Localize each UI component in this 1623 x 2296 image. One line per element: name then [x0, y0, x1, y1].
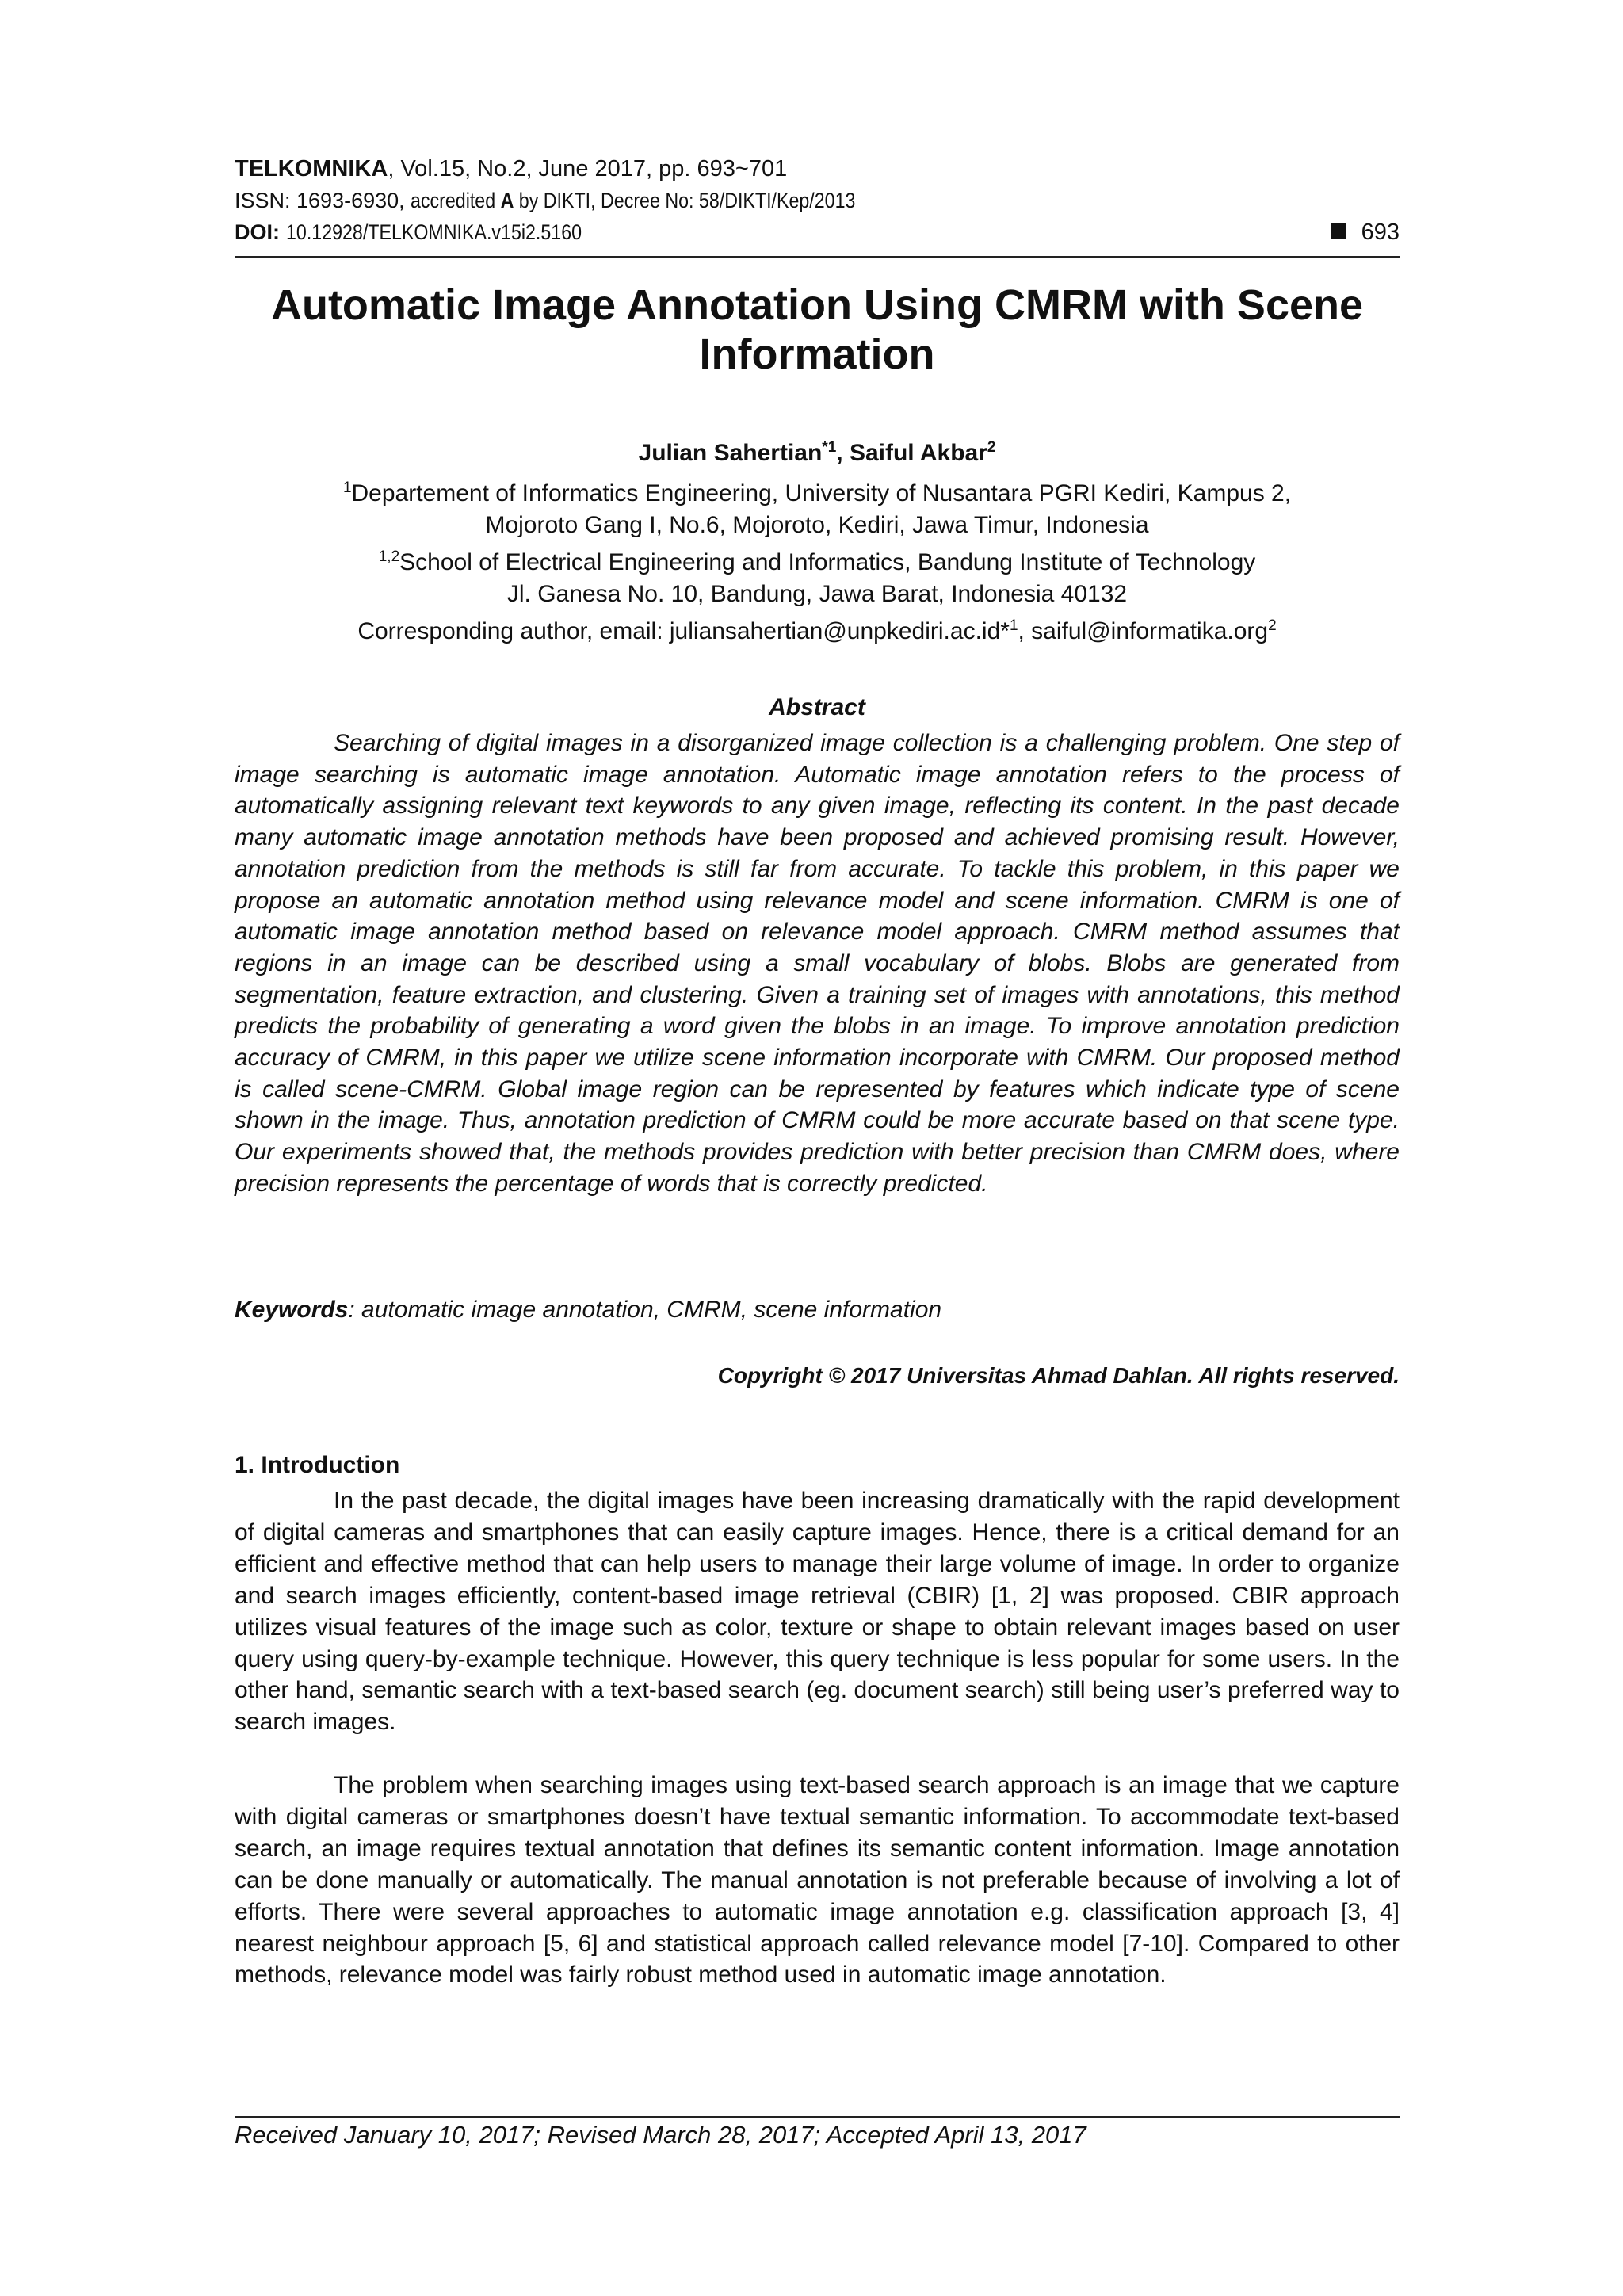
section-heading-introduction: 1. Introduction	[235, 1452, 400, 1478]
received-dates: Received January 10, 2017; Revised March 28, 2017; Accepted April 13, 2017	[235, 2121, 1086, 2149]
square-bullet-icon	[1331, 223, 1346, 239]
affiliation-2-text: School of Electrical Engineering and Informatics, Bandung Institute of Technology	[399, 549, 1256, 575]
author-1: Julian Sahertian	[638, 440, 823, 466]
affiliation-1-line-1	[235, 472, 1400, 510]
issn-line	[235, 187, 1400, 214]
accreditation-text	[411, 187, 855, 214]
corresponding-mark-2: 2	[1268, 617, 1277, 634]
affiliation-2-line-1	[235, 541, 1400, 579]
keywords	[235, 1297, 1400, 1324]
intro-paragraph-2: The problem when searching images using text-based search approach is an image that we capture with digital cameras or smartphones doesn’t have textual semantic information. To accommodate text-based search, an image requires textual annotation that defines its semantic content information. Image annotation can be done manually or automatically. The manual annotation is not preferable because of involving a lot of efforts. There were several approaches to automatic image annotation e.g. classification approach [3, 4] nearest neighbour approach [5, 6] and statistical approach called relevance model [7-10]. Compared to other methods, relevance model was fairly robust method used in automatic image annotation.	[235, 1772, 1400, 1988]
affiliation-1-line-2: Mojoroto Gang I, No.6, Mojoroto, Kediri, Jawa Timur, Indonesia	[485, 512, 1149, 538]
accredited-post: by DIKTI, Decree No: 58/DIKTI/Kep/2013	[514, 189, 856, 212]
corresponding-email-2: , saiful@informatika.org	[1018, 618, 1269, 644]
volume-info: , Vol.15, No.2, June 2017, pp. 693~701	[388, 156, 788, 181]
journal-name: TELKOMNIKA	[235, 156, 388, 181]
author-2-mark: 2	[987, 439, 996, 456]
issn-label: ISSN: 1693-6930,	[235, 189, 411, 212]
journal-citation-line	[235, 155, 1400, 182]
paper-title: Automatic Image Annotation Using CMRM with Scene Information	[270, 281, 1364, 378]
keywords-label: Keywords	[235, 1297, 349, 1323]
author-line	[235, 439, 1400, 467]
abstract-heading: Abstract	[769, 694, 865, 720]
author-1-mark: *1	[822, 439, 837, 456]
affiliations	[235, 472, 1400, 648]
author-2: Saiful Akbar	[849, 440, 987, 466]
accredited-pre: accredited	[411, 189, 501, 212]
accredited-grade: A	[500, 189, 514, 212]
affiliation-1-mark: 1	[342, 479, 352, 496]
corresponding-text: Corresponding author, email: juliansahertian@unpkediri.ac.id*	[357, 618, 1010, 644]
affiliation-1-text: Departement of Informatics Engineering, University of Nusantara PGRI Kediri, Kampus 2,	[351, 480, 1292, 506]
header-rule	[235, 256, 1400, 258]
abstract-body: Searching of digital images in a disorganized image collection is a challenging problem. One step of image searching is automatic image annotation. Automatic image annotation refers to the process of automatically assigning relevant text keywords to any given image, reflecting its content. In the past decade many automatic image annotation methods have been proposed and achieved promising result. However, annotation prediction from the methods is still far from accurate. To tackle this problem, in this paper we propose an automatic annotation method using relevance model and scene information. CMRM is one of automatic image annotation method based on relevance model approach. CMRM method assumes that regions in an image can be described using a small vocabulary of blobs. Blobs are generated from segmentation, feature extraction, and clustering. Given a training set of images with annotations, this method predicts the probability of generating a word given the blobs in an image. To improve annotation prediction accuracy of CMRM, in this paper we utilize scene information incorporate with CMRM. Our proposed method is called scene-CMRM. Global image region can be represented by features which indicate type of scene shown in the image. Thus, annotation prediction of CMRM could be more accurate based on that scene type. Our experiments showed that, the methods provides prediction with better precision than CMRM does, where precision represents the percentage of words that is correctly predicted.	[235, 730, 1400, 1197]
affiliation-2-mark: 1,2	[378, 548, 400, 565]
keywords-text: : automatic image annotation, CMRM, scene information	[348, 1297, 942, 1323]
author-separator: ,	[836, 440, 850, 466]
copyright-notice: Copyright © 2017 Universitas Ahmad Dahlan. All rights reserved.	[717, 1363, 1400, 1388]
page-number-box	[1331, 219, 1400, 246]
intro-paragraph-1: In the past decade, the digital images have been increasing dramatically with the rapid development of digital cameras and smartphones that can easily capture images. Hence, there is a critical demand for an efficient and effective method that can help users to manage their large volume of image. In order to organize and search images efficiently, content-based image retrieval (CBIR) [1, 2] was proposed. CBIR approach utilizes visual features of the image such as color, texture or shape to obtain relevant images based on user query using query-by-example technique. However, this query technique is less popular for some users. In the other hand, semantic search with a text-based search (eg. document search) still being user’s preferred way to search images.	[235, 1488, 1400, 1736]
corresponding-mark-1: 1	[1009, 617, 1018, 634]
footer-rule	[235, 2116, 1400, 2118]
corresponding-author	[235, 610, 1400, 648]
page-number: 693	[1361, 220, 1400, 245]
doi-value: 10.12928/TELKOMNIKA.v15i2.5160	[285, 220, 582, 244]
affiliation-2-line-2: Jl. Ganesa No. 10, Bandung, Jawa Barat, Indonesia 40132	[506, 581, 1128, 607]
doi-line	[235, 219, 1400, 246]
doi-label: DOI:	[235, 220, 286, 244]
